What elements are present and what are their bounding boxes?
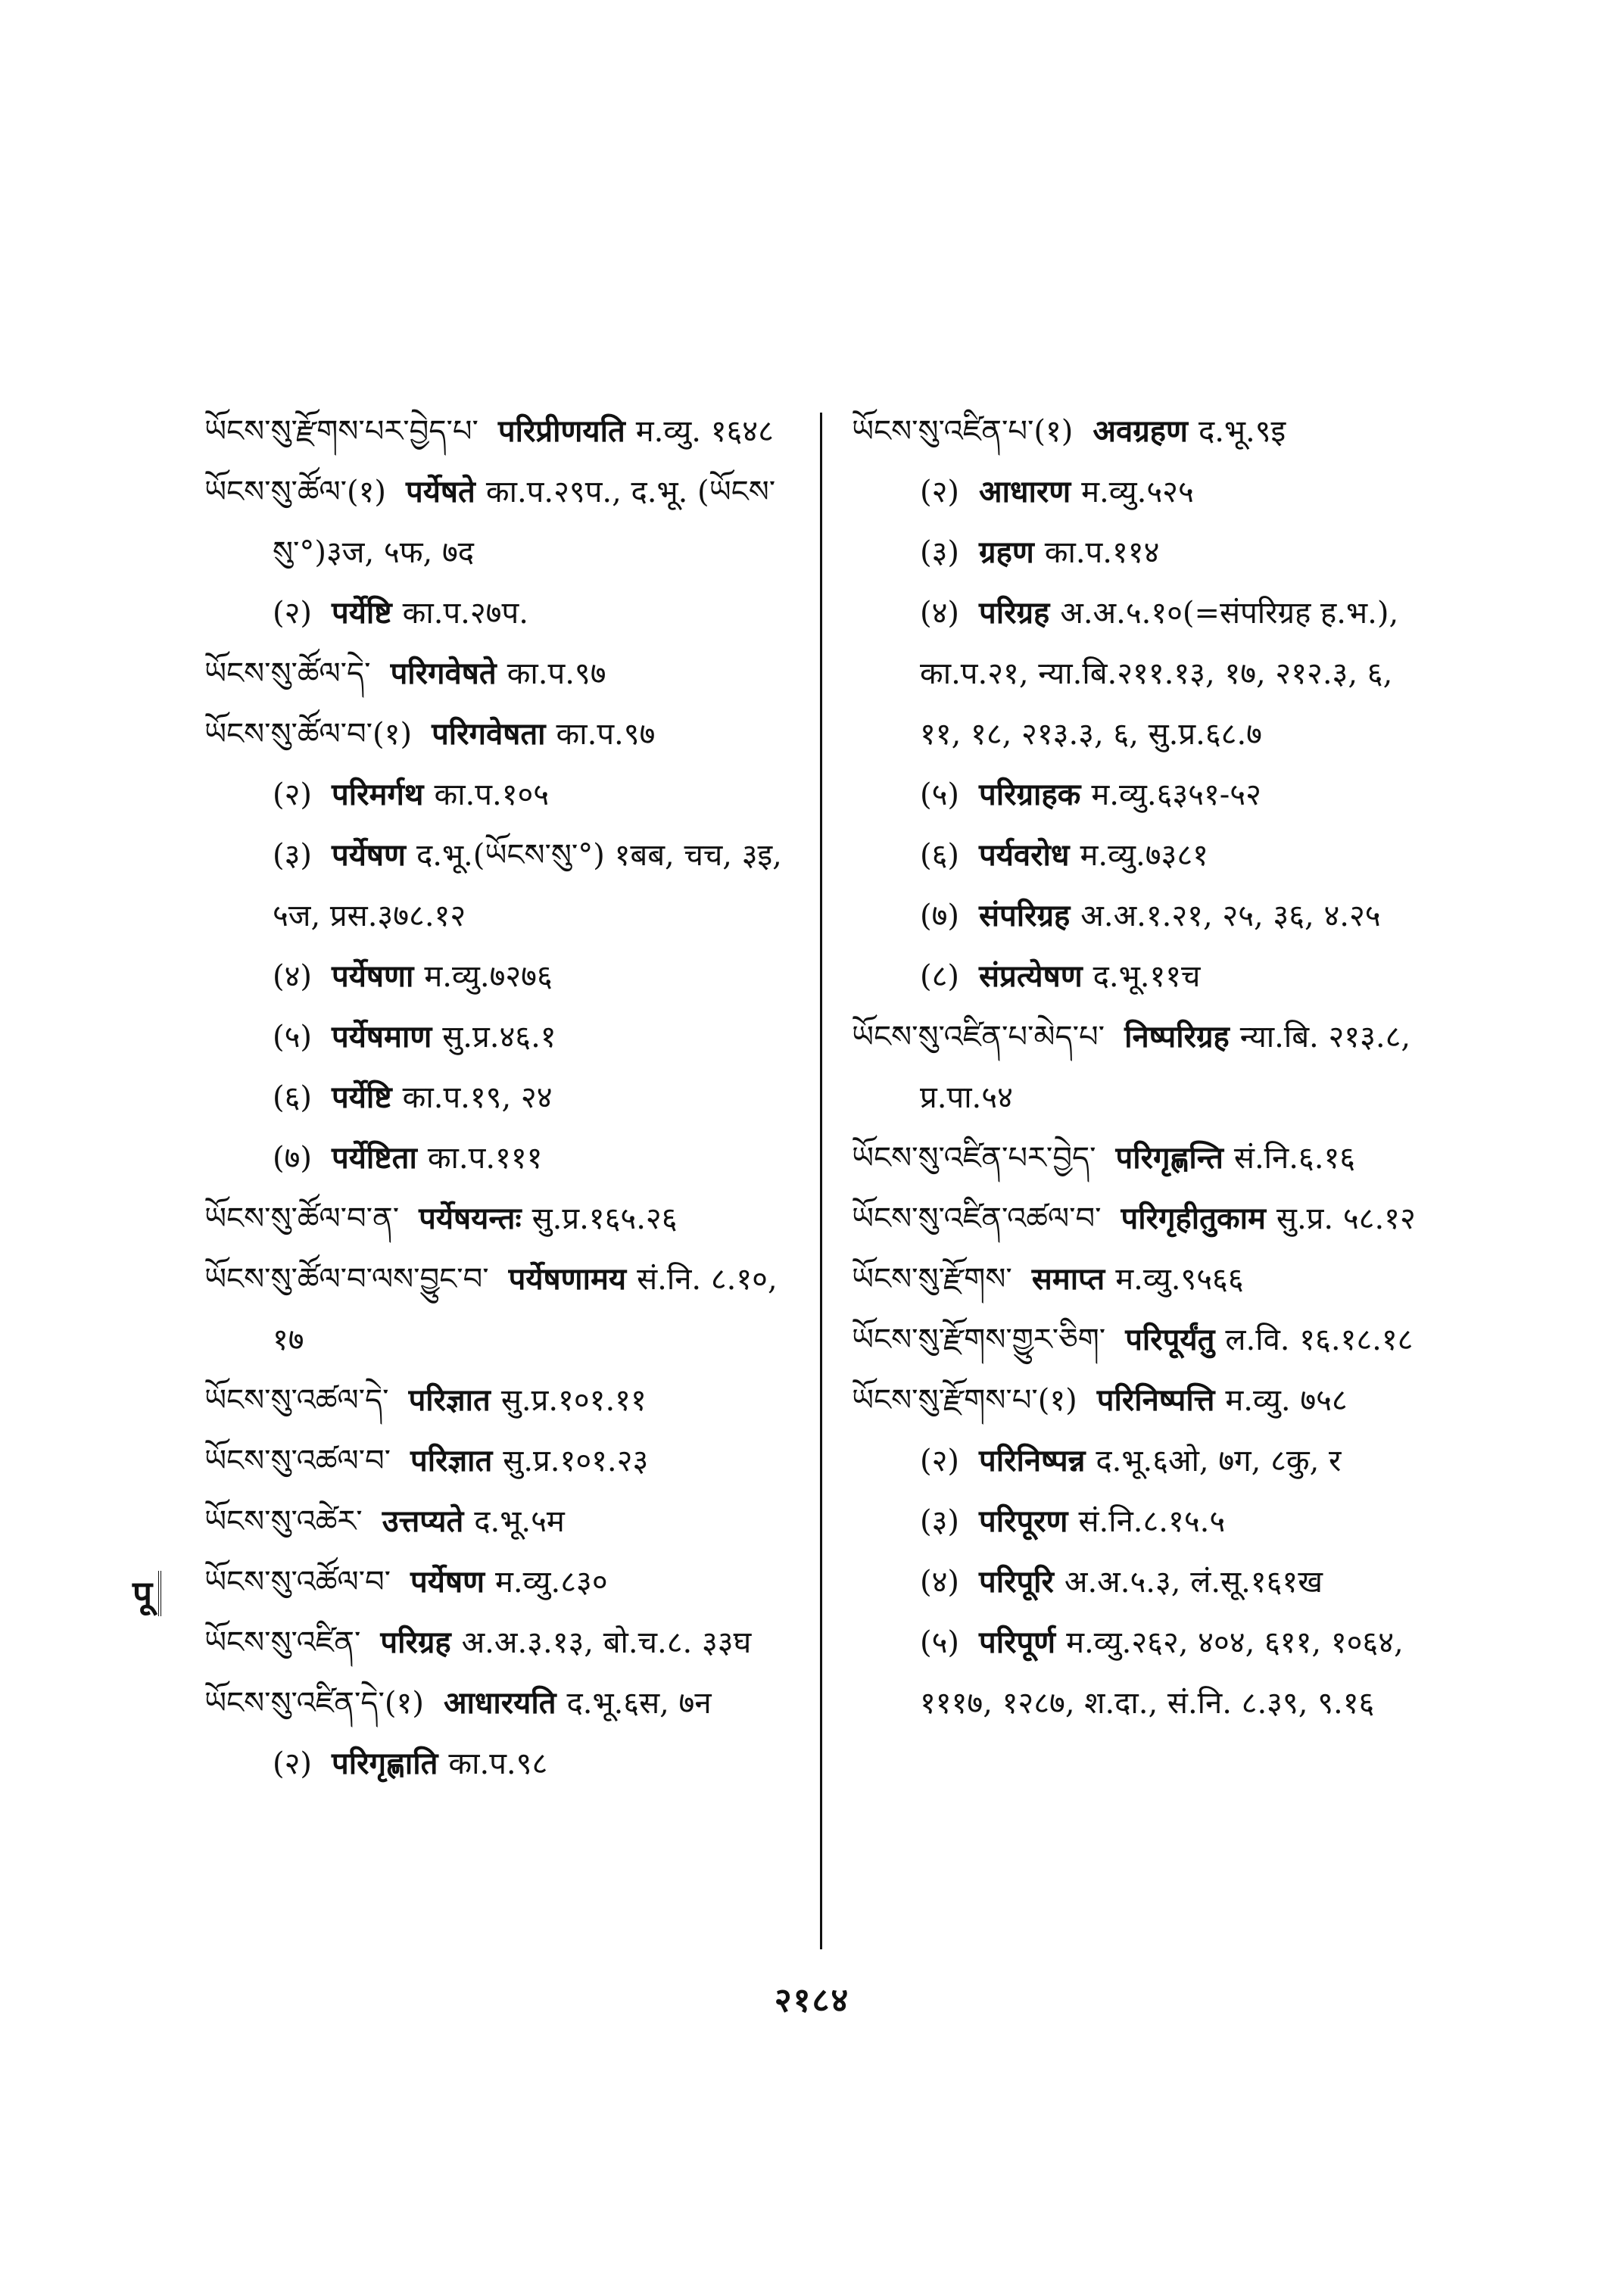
sanskrit-equivalent: ग्रहण [979,534,1034,570]
sanskrit-equivalent: परिज्ञात [408,1382,491,1418]
sanskrit-equivalent: परिज्ञात [410,1443,493,1478]
sanskrit-equivalent: संप्रत्येषण [979,958,1083,994]
dictionary-entry [852,1491,1442,1552]
sense-number: (७) [273,1141,313,1176]
sanskrit-equivalent: परिनिष्पन्न [979,1443,1086,1478]
tibetan-headword: ཡོངས་སུ་ཚོལ་བ་ [204,717,373,752]
dictionary-entry [852,1310,1442,1370]
sanskrit-equivalent: परिपूरि [979,1564,1054,1600]
source-reference: अ.अ.५.३, लं.सू.१६१ख [1064,1565,1323,1600]
sanskrit-equivalent: परिगृह्णाति [332,1746,438,1781]
tibetan-headword: ཡོངས་སུ་རྫོགས་ [852,1262,1012,1297]
sense-number: (२) [920,475,960,509]
sense-number: (१) [1037,1383,1077,1418]
sense-number: (७) [920,899,960,933]
sanskrit-equivalent: परिग्रह [380,1625,451,1660]
dictionary-entry [204,825,795,946]
sanskrit-equivalent: परिपूरण [979,1503,1068,1539]
sense-number: (३) [273,838,313,873]
sense-number: (१) [1033,414,1074,449]
dictionary-entry [852,401,1442,462]
sense-number: (२) [273,596,313,631]
dictionary-entry [204,1067,795,1128]
dictionary-entry [204,1189,795,1249]
margin-marker: पू [132,1571,161,1616]
tibetan-headword: ཡོངས་སུ་འཚལ་བ་ [204,1444,391,1478]
sanskrit-equivalent: उत्तप्यते [382,1503,464,1539]
dictionary-entry [852,522,1442,583]
sanskrit-equivalent: पर्येषते [406,474,475,509]
source-reference: सु.प्र. ५८.१२ [1276,1201,1416,1236]
dictionary-entry [204,704,795,765]
sense-number: (४) [273,959,313,994]
sanskrit-equivalent: पर्यवरोध [979,837,1070,873]
tibetan-headword: ཡོངས་སུ་འཛིན་པ་མེད་པ་ [852,1020,1105,1055]
sanskrit-equivalent: संपरिग्रह [979,898,1071,933]
dictionary-entry [204,583,795,643]
dictionary-entry [852,1370,1442,1431]
sense-number: (५) [273,1020,313,1055]
dictionary-entry [204,765,795,825]
source-reference: का.प.९७ [556,717,656,752]
source-reference: द.भू.(ཡོངས་སུ་°) १बब, चच, ३इ, ५ज, प्रस.३७८.१२ [273,838,782,933]
source-reference: म.व्यु.७३८१ [1080,838,1208,873]
sanskrit-equivalent: परिगृह्णन्ति [1115,1140,1223,1176]
sanskrit-equivalent: पर्येष्टिता [332,1140,417,1176]
source-reference: म.व्यु.७२७६ [424,959,553,994]
dictionary-entry [204,1431,795,1491]
sanskrit-equivalent: पर्येष्टि [332,1080,392,1115]
dictionary-entry [852,1552,1442,1612]
sanskrit-equivalent: परिप्रीणयति [497,413,625,449]
tibetan-headword: ཡོངས་སུ་འཛིན་པར་བྱེད་ [852,1141,1096,1176]
dictionary-entry [204,462,795,583]
source-reference: द.भू.९इ [1198,414,1286,449]
tibetan-headword: ཡོངས་སུ་འཛིན་དེ་ [204,1686,385,1721]
sanskrit-equivalent: पर्येषण [410,1564,485,1600]
dictionary-entry [204,1612,795,1673]
dictionary-entry [204,1370,795,1431]
sanskrit-equivalent: अवग्रहण [1093,413,1188,449]
dictionary-entry [204,1734,795,1794]
sanskrit-equivalent: निष्परिग्रह [1124,1019,1230,1055]
dictionary-entry [852,1249,1442,1310]
sense-number: (१) [384,1686,424,1721]
tibetan-headword: ཡོངས་སུ་འཚོལ་བ་ [204,1565,391,1600]
source-reference: का.प.१११ [427,1141,543,1176]
left-column [204,401,795,1794]
dictionary-entry [204,1128,795,1189]
source-reference: न्या.बि. २१३.८, प्र.पा.५४ [920,1020,1411,1115]
sanskrit-equivalent: परिगवेषता [432,716,546,752]
dictionary-entry [852,886,1442,946]
tibetan-headword: ཡོངས་སུ་འཚེར་ [204,1504,363,1539]
tibetan-headword: ཡོངས་སུ་ཚོལ་བ་ན་ [204,1201,400,1236]
dictionary-entry [852,825,1442,886]
sense-number: (५) [920,1625,960,1660]
source-reference: द.भू.६स, ७न [566,1686,712,1721]
sanskrit-equivalent: पर्येषयन्तः [419,1201,522,1236]
source-reference: म.व्यु.९५६६ [1115,1262,1244,1297]
dictionary-entry [852,583,1442,765]
dictionary-entry [852,1128,1442,1189]
sense-number: (१) [347,475,387,509]
sense-number: (३) [920,535,960,570]
dictionary-entry [852,765,1442,825]
page-number: २१८४ [774,1981,850,2020]
source-reference: अ.अ.१.२१, २५, ३६, ४.२५ [1080,899,1381,933]
sanskrit-equivalent: पर्येषमाण [332,1019,432,1055]
sanskrit-equivalent: आधारयति [443,1685,556,1721]
sense-number: (८) [920,959,960,994]
column-divider [820,413,822,1949]
dictionary-entry [852,1612,1442,1734]
source-reference: अ.अ.३.१३, बो.च.८. ३३घ [461,1625,752,1660]
dictionary-entry [204,643,795,704]
sense-number: (२) [273,1746,313,1781]
sanskrit-equivalent: परिगवेषते [390,656,497,691]
sanskrit-equivalent: पर्येषण [332,837,406,873]
source-reference: का.प.२९प., द.भू. (ཡོངས་སུ་°)३ज, ५फ, ७द [273,475,776,570]
source-reference: म.व्यु. १६४८ [635,414,774,449]
sanskrit-equivalent: पर्येषणा [332,958,414,994]
dictionary-entry [204,946,795,1007]
source-reference: का.प.१९, २४ [402,1080,553,1115]
source-reference: म.व्यु.२६२, ४०४, ६११, १०६४, १११७, १२८७, श.दा., सं.नि. ८.३९, ९.१६ [920,1625,1404,1721]
dictionary-entry [204,1249,795,1370]
sense-number: (३) [920,1504,960,1539]
sense-number: (६) [273,1080,313,1115]
tibetan-headword: ཡོངས་སུ་འཛིན་འཚལ་བ་ [852,1201,1102,1236]
source-reference: सु.प्र.१०१.११ [500,1383,647,1418]
dictionary-entry [852,1431,1442,1491]
source-reference: म.व्यु.८३० [495,1565,608,1600]
sense-number: (४) [920,596,960,631]
tibetan-headword: ཡོངས་སུ་ཚོལ་ [204,475,347,509]
tibetan-headword: ཡོངས་སུ་འཛིན་ [204,1625,361,1660]
right-column [852,401,1442,1734]
sense-number: (२) [920,1444,960,1478]
source-reference: द.भू.११च [1093,959,1201,994]
source-reference: का.प.११४ [1044,535,1160,570]
source-reference: सु.प्र.४६.१ [442,1020,556,1055]
source-reference: म.व्यु. ७५८ [1225,1383,1348,1418]
dictionary-entry [204,1552,795,1612]
source-reference: सं.नि.६.१६ [1233,1141,1356,1176]
source-reference: सं.नि. ८.१०, १७ [273,1262,778,1357]
source-reference: सु.प्र.१०१.२३ [503,1444,649,1478]
tibetan-headword: ཡོངས་སུ་ཚོལ་དེ་ [204,656,371,691]
sense-number: (६) [920,838,960,873]
source-reference: ल.वि. १६.१८.१८ [1225,1323,1414,1357]
source-reference: का.प.१०५ [434,777,550,812]
source-reference: का.प.९८ [448,1746,548,1781]
dictionary-entry [204,401,795,462]
source-reference: म.व्यु.५२५ [1081,475,1194,509]
source-reference: सं.नि.८.१५.५ [1078,1504,1226,1539]
tibetan-headword: ཡོངས་སུ་ཚོལ་བ་ལས་བྱུང་བ་ [204,1262,489,1297]
source-reference: अ.अ.५.१०(=संपरिग्रह ह.भ.), का.प.२१, न्या.बि.२११.१३, १७, २१२.३, ६, ११, १८, २१३.३, ६, सु.प्र.६८.७ [920,596,1399,752]
dictionary-entry [852,1189,1442,1249]
dictionary-entry [852,1007,1442,1128]
sanskrit-equivalent: परिपूर्ण [979,1625,1056,1660]
sanskrit-equivalent: परिपूर्यंतु [1125,1322,1215,1357]
source-reference: द.भू.५म [474,1504,565,1539]
sanskrit-equivalent: परिग्राहक [979,777,1081,812]
sense-number: (४) [920,1565,960,1600]
sanskrit-equivalent: परिगृहीतुकाम [1121,1201,1266,1236]
tibetan-headword: ཡོངས་སུ་རྫོགས་པར་བྱེད་པ་ [204,414,478,449]
source-reference: सु.प्र.१६५.२६ [531,1201,678,1236]
source-reference: द.भू.६ओ, ७ग, ८कु, र [1096,1444,1342,1478]
dictionary-entry [852,462,1442,522]
dictionary-entry [204,1673,795,1734]
dictionary-entry [204,1007,795,1067]
source-reference: का.प.२७प. [402,596,528,631]
source-reference: का.प.९७ [507,656,606,691]
sanskrit-equivalent: आधारण [979,474,1071,509]
source-reference: म.व्यु.६३५१-५२ [1091,777,1261,812]
sanskrit-equivalent: पर्येषणामय [508,1261,627,1297]
sense-number: (२) [273,777,313,812]
sense-number: (१) [372,717,413,752]
tibetan-headword: ཡོངས་སུ་རྫོགས་གྱུར་ཅིག་ [852,1323,1106,1357]
sanskrit-equivalent: परिग्रह [979,595,1050,631]
tibetan-headword: ཡོངས་སུ་འཛིན་པ་ [852,414,1034,449]
dictionary-entry [852,946,1442,1007]
sanskrit-equivalent: परिनिष्पत्ति [1096,1382,1215,1418]
sanskrit-equivalent: पर्येष्टि [332,595,392,631]
sanskrit-equivalent: समाप्त [1031,1261,1105,1297]
sense-number: (५) [920,777,960,812]
tibetan-headword: ཡོངས་སུ་རྫོགས་པ་ [852,1383,1038,1418]
dictionary-entry [204,1491,795,1552]
tibetan-headword: ཡོངས་སུ་འཚལ་དེ་ [204,1383,389,1418]
sanskrit-equivalent: परिमर्गथ [332,777,424,812]
